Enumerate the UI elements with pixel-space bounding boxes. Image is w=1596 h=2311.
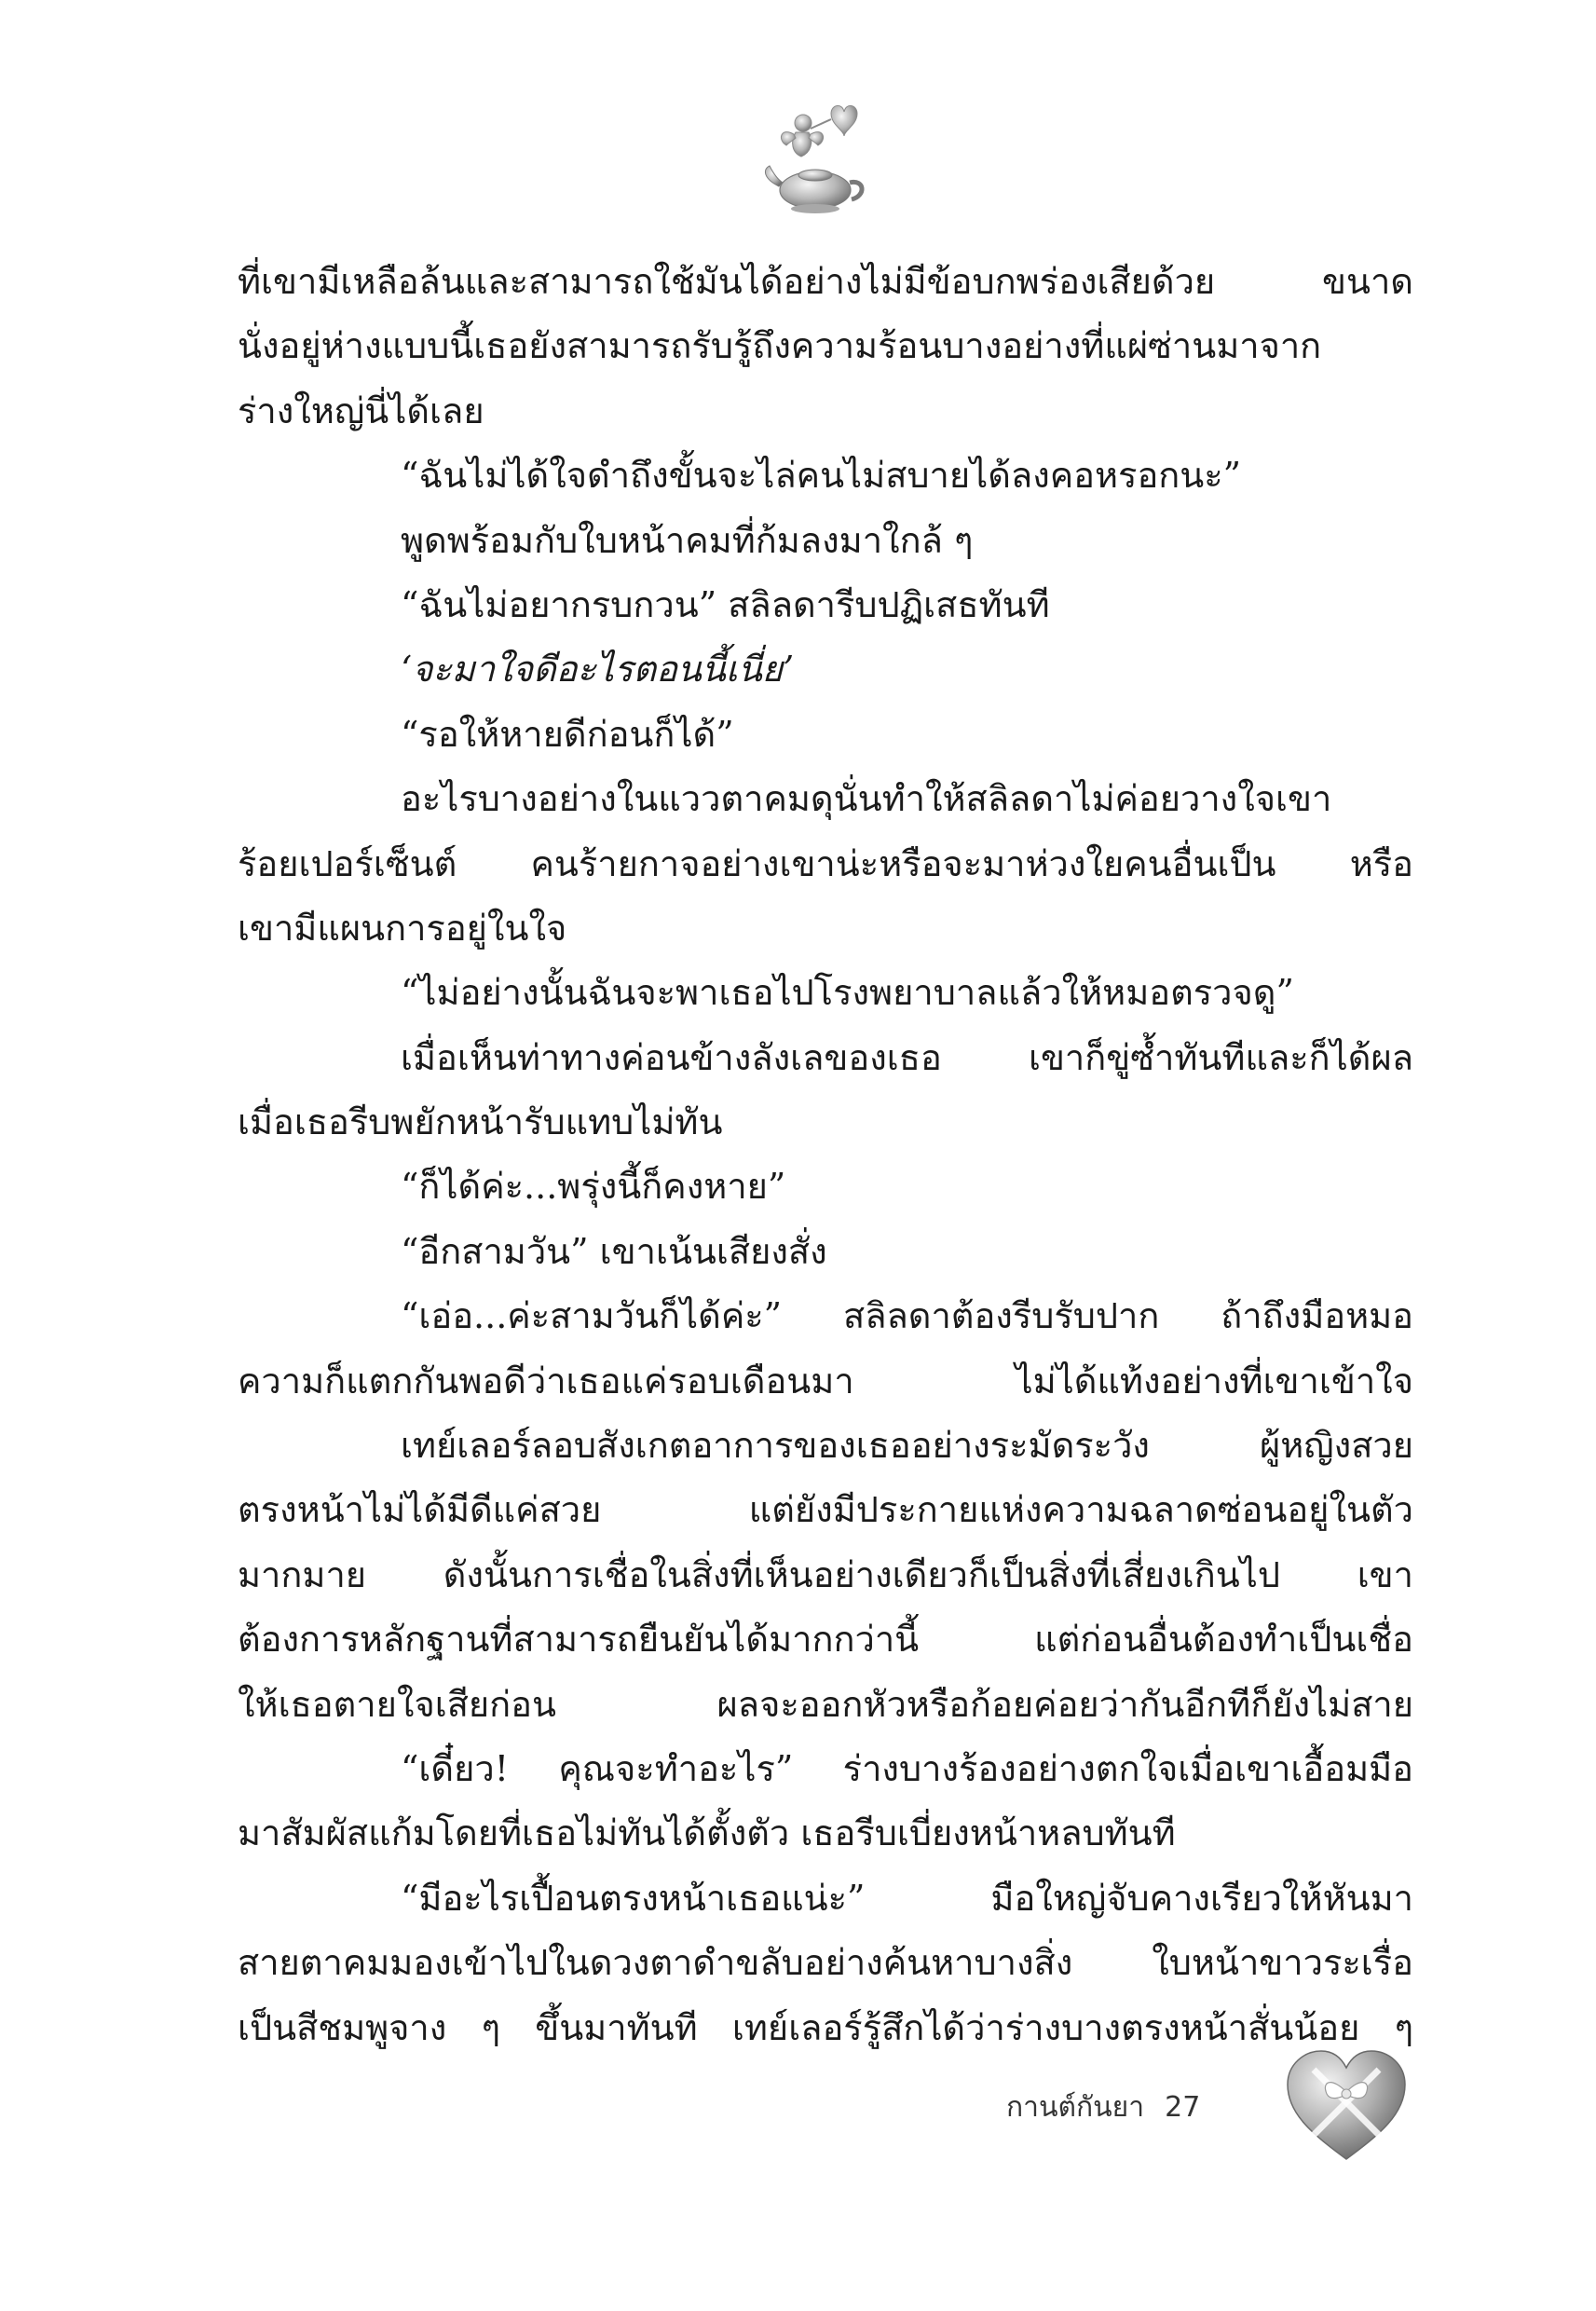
text-line: “เอ่อ...ค่ะสามวันก็ได้ค่ะ” สลิลดาต้องรีบรับปาก ถ้าถึงมือหมอ	[401, 1295, 1413, 1337]
text-line: เป็นสีชมพูจาง ๆ ขึ้นมาทันที เทย์เลอร์รู้สึกได้ว่าร่างบางตรงหน้าสั่นน้อย ๆ	[238, 2006, 1413, 2048]
body-text	[238, 250, 1413, 2060]
page-number: 27	[1165, 2091, 1201, 2124]
text-line: เขามีแผนการอยู่ในใจ	[238, 907, 567, 949]
text-line: มากมาย ดังนั้นการเชื่อในสิ่งที่เห็นอย่างเดียวก็เป็นสิ่งที่เสี่ยงเกินไป เขา	[238, 1553, 1413, 1595]
text-line: นั่งอยู่ห่างแบบนี้เธอยังสามารถรับรู้ถึงความร้อนบางอย่างที่แผ่ซ่านมาจาก	[238, 325, 1322, 367]
text-line: พูดพร้อมกับใบหน้าคมที่ก้มลงมาใกล้ ๆ	[401, 519, 974, 561]
text-line: “เดี๋ยว! คุณจะทำอะไร” ร่างบางร้องอย่างตกใจเมื่อเขาเอื้อมมือ	[401, 1747, 1413, 1789]
text-line: “ไม่อย่างนั้นฉันจะพาเธอไปโรงพยาบาลแล้วให้หมอตรวจดู”	[401, 972, 1294, 1014]
cupid-teapot-ornament-icon	[745, 86, 885, 226]
text-line: เทย์เลอร์ลอบสังเกตอาการของเธออย่างระมัดระวัง ผู้หญิงสวย	[401, 1425, 1413, 1467]
text-line: เมื่อเธอรีบพยักหน้ารับแทบไม่ทัน	[238, 1101, 723, 1143]
text-line: “อีกสามวัน” เขาเน้นเสียงสั่ง	[401, 1230, 827, 1272]
text-line: ‘จะมาใจดีอะไรตอนนี้เนี่ย’	[401, 649, 795, 691]
text-line: ต้องการหลักฐานที่สามารถยืนยันได้มากกว่านี้ แต่ก่อนอื่นต้องทำเป็นเชื่อ	[238, 1619, 1413, 1661]
ribbon-heart-icon	[1276, 2036, 1416, 2176]
text-line: ร้อยเปอร์เซ็นต์ คนร้ายกาจอย่างเขาน่ะหรือจะมาห่วงใยคนอื่นเป็น หรือ	[238, 842, 1413, 884]
text-line: “ก็ได้ค่ะ...พรุ่งนี้ก็คงหาย”	[401, 1166, 786, 1208]
text-line: “รอให้หายดีก่อนก็ได้”	[401, 713, 734, 755]
text-line: ความก็แตกกันพอดีว่าเธอแค่รอบเดือนมา ไม่ได้แท้งอย่างที่เขาเข้าใจ	[238, 1360, 1413, 1402]
text-line: เมื่อเห็นท่าทางค่อนข้างลังเลของเธอ เขาก็ขู่ซ้ำทันทีและก็ได้ผล	[401, 1036, 1413, 1078]
page-footer	[1006, 2080, 1200, 2136]
text-line: “ฉันไม่อยากรบกวน” สลิลดารีบปฏิเสธทันที	[401, 583, 1050, 625]
book-title: กานต์กันยา	[1006, 2091, 1145, 2124]
text-line: มาสัมผัสแก้มโดยที่เธอไม่ทันได้ตั้งตัว เธอรีบเบี่ยงหน้าหลบทันที	[238, 1812, 1176, 1854]
text-line: สายตาคมมองเข้าไปในดวงตาดำขลับอย่างค้นหาบางสิ่ง ใบหน้าขาวระเรื่อ	[238, 1942, 1413, 1984]
text-line: ที่เขามีเหลือล้นและสามารถใช้มันได้อย่างไม่มีข้อบกพร่องเสียด้วย ขนาด	[238, 261, 1413, 302]
text-line: ให้เธอตายใจเสียก่อน ผลจะออกหัวหรือก้อยค่อยว่ากันอีกทีก็ยังไม่สาย	[238, 1683, 1413, 1725]
text-line: ร่างใหญ่นี่ได้เลย	[238, 390, 484, 431]
text-line: “มีอะไรเปื้อนตรงหน้าเธอแน่ะ” มือใหญ่จับคางเรียวให้หันมา	[401, 1877, 1413, 1919]
text-line: อะไรบางอย่างในแววตาคมดุนั่นทำให้สลิลดาไม่ค่อยวางใจเขา	[401, 778, 1332, 820]
text-line: ตรงหน้าไม่ได้มีดีแค่สวย แต่ยังมีประกายแห่งความฉลาดซ่อนอยู่ในตัว	[238, 1489, 1413, 1531]
text-line: “ฉันไม่ได้ใจดำถึงขั้นจะไล่คนไม่สบายได้ลงคอหรอกนะ”	[401, 455, 1242, 497]
